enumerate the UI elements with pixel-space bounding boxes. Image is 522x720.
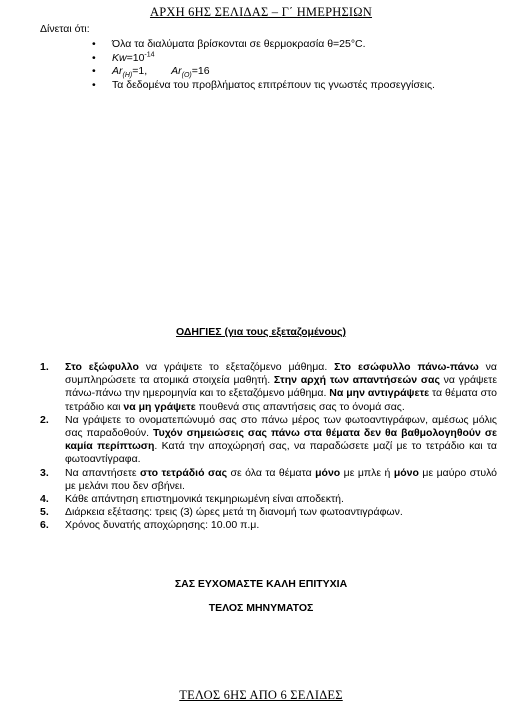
good-luck-message: ΣΑΣ ΕΥΧΟΜΑΣΤΕ ΚΑΛΗ ΕΠΙΤΥΧΙΑ <box>174 578 348 590</box>
instruction-emphasis: μόνο <box>393 466 419 479</box>
given-atomic-masses <box>92 65 435 79</box>
instruction-emphasis: Να μην αντιγράψετε <box>329 387 430 400</box>
instruction-run: Να γράψετε το ονοματεπώνυμό σας στο πάνω μέρος των φωτοαντιγράφων, αμέσως μόλις σας παραδοθούν. <box>65 413 497 440</box>
instruction-number: 2. <box>40 413 49 426</box>
instruction-run: Κάθε απάντηση επιστημονικά τεκμηριωμένη είναι αποδεκτή. <box>65 493 344 506</box>
instruction-text <box>65 361 497 413</box>
instruction-item <box>40 506 497 519</box>
instructions-heading: ΟΔΗΓΙΕΣ (για τους εξεταζομένους) <box>175 326 347 338</box>
given-list <box>92 38 435 92</box>
instruction-emphasis: Στην αρχή των απαντήσεών σας <box>273 374 440 387</box>
instruction-run: με μπλε ή <box>340 466 394 479</box>
given-label: Δίνεται ότι: <box>40 23 90 35</box>
instruction-run: . Κατά την αποχώρησή σας, να παραδώσετε μαζί με το τετράδιο και τα φωτοαντίγραφα. <box>65 440 497 466</box>
instruction-text <box>65 493 344 505</box>
instruction-run: με μαύρο στυλό με μελάνι που δεν σβήνει. <box>65 466 498 492</box>
instruction-number: 5. <box>40 506 49 519</box>
given-kw <box>92 52 435 66</box>
given-temperature <box>92 38 435 52</box>
ar-o-value: =16 <box>191 65 210 77</box>
instruction-text <box>65 467 497 492</box>
instruction-text <box>65 506 403 518</box>
instruction-item <box>40 493 497 506</box>
page-footer-title: ΤΕΛΟΣ 6ΗΣ ΑΠΟ 6 ΣΕΛΙΔΕΣ <box>179 688 343 702</box>
given-approximations <box>92 79 435 93</box>
instruction-item <box>40 414 497 467</box>
kw-exponent: -14 <box>144 51 155 58</box>
instruction-emphasis: να μη γράψετε <box>123 400 196 413</box>
ar-h-subscript: (H) <box>122 72 133 80</box>
kw-symbol: Kw <box>112 51 127 64</box>
kw-equals: =10 <box>126 51 145 64</box>
instruction-item <box>40 467 497 493</box>
instructions-list <box>40 361 497 533</box>
end-of-message: ΤΕΛΟΣ ΜΗΝΥΜΑΤΟΣ <box>208 602 314 614</box>
instruction-run: να γράψετε πάνω-πάνω την ημερομηνία και το εξεταζόμενο μάθημα. <box>65 374 498 400</box>
ar-o-symbol: Ar <box>171 65 182 77</box>
instruction-run: Διάρκεια εξέτασης: τρεις (3) ώρες μετά τη διανομή των φωτοαντιγράφων. <box>65 506 403 519</box>
given-approximations-text: Τα δεδομένα του προβλήματος επιτρέπουν τις γνωστές προσεγγίσεις. <box>112 78 435 91</box>
ar-h-value: =1, <box>132 65 148 77</box>
instruction-number: 6. <box>40 519 49 532</box>
instruction-run: σε όλα τα θέματα <box>227 466 316 479</box>
instruction-run: πουθενά στις απαντήσεις σας το όνομά σας. <box>195 400 405 413</box>
instruction-number: 1. <box>40 361 49 373</box>
instruction-number: 3. <box>40 466 49 479</box>
instruction-run: να γράψετε το εξεταζόμενο μάθημα. <box>138 361 335 373</box>
instruction-text <box>65 519 259 531</box>
ar-o-subscript: (O) <box>181 72 192 80</box>
page-header-title: ΑΡΧΗ 6ΗΣ ΣΕΛΙΔΑΣ – Γ΄ ΗΜΕΡΗΣΙΩΝ <box>149 5 373 19</box>
instruction-run: να συμπληρώσετε τα ατομικά στοιχεία μαθητή. <box>65 361 497 387</box>
instruction-emphasis: Στο εσώφυλλο πάνω-πάνω <box>334 361 479 373</box>
instruction-item <box>40 519 497 532</box>
instruction-text <box>65 414 497 466</box>
instruction-emphasis: Τυχόν σημειώσεις σας πάνω στα θέματα δεν θα βαθμολογηθούν σε καμία περίπτωση <box>65 427 497 453</box>
instruction-run: Χρόνος δυνατής αποχώρησης: 10.00 π.μ. <box>65 519 260 532</box>
instruction-number: 4. <box>40 493 49 506</box>
instruction-emphasis: στο τετράδιό σας <box>140 466 228 479</box>
instruction-item <box>40 361 497 414</box>
instruction-emphasis: μόνο <box>315 466 341 479</box>
ar-h-symbol: Ar <box>112 65 123 77</box>
instruction-run: Να απαντήσετε <box>65 466 141 479</box>
instruction-emphasis: Στο εξώφυλλο <box>65 361 139 373</box>
instruction-run: τα θέματα στο τετράδιο και <box>65 387 497 413</box>
given-temperature-text: Όλα τα διαλύματα βρίσκονται σε θερμοκρασία θ=25°C. <box>112 38 366 50</box>
